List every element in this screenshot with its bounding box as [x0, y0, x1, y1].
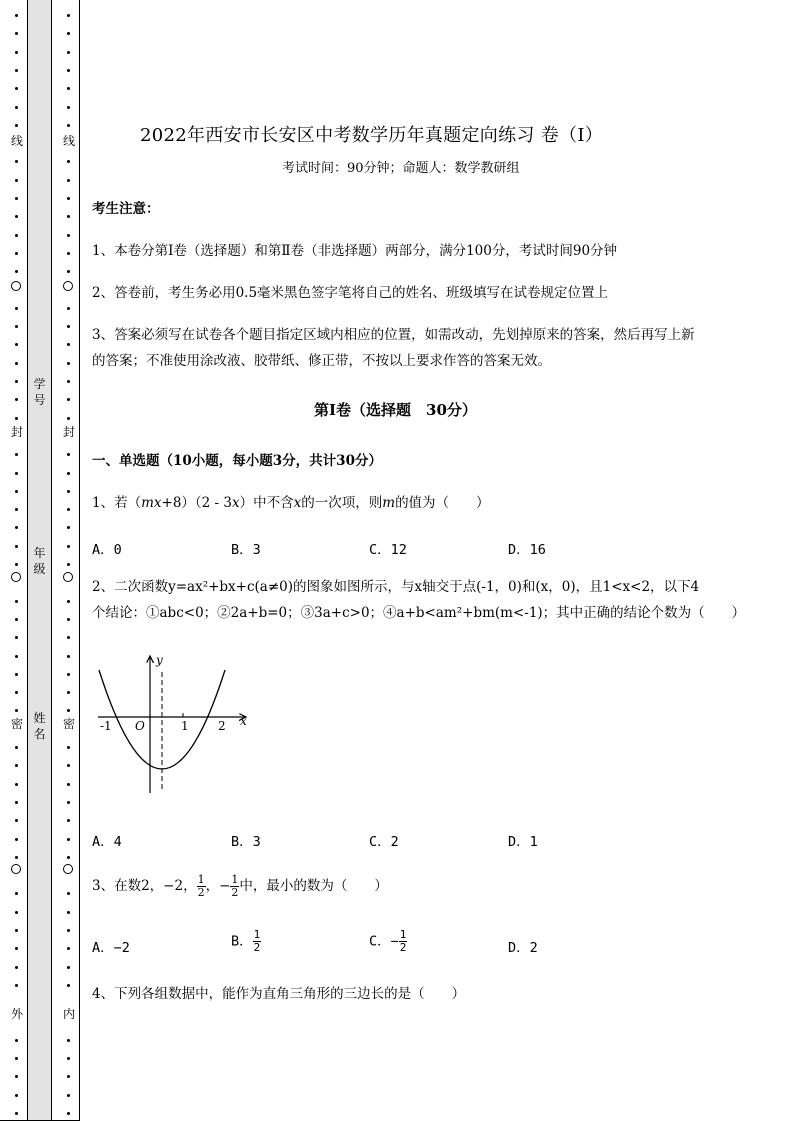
binding-dot	[67, 801, 70, 804]
binding-dot	[15, 490, 18, 493]
notice-heading: 考生注意：	[92, 201, 160, 217]
outer-binding-line	[12, 0, 22, 1123]
binding-dot	[67, 417, 70, 420]
q1-option-c[interactable]: C．12	[369, 542, 407, 558]
binding-dot	[67, 947, 70, 950]
binding-dot	[67, 655, 70, 658]
binding-dot	[67, 362, 70, 365]
binding-dot	[15, 1094, 18, 1097]
binding-dot	[15, 69, 18, 72]
binding-dot	[15, 270, 18, 273]
binding-dot	[67, 490, 70, 493]
binding-dot	[15, 801, 18, 804]
binding-dot	[15, 545, 18, 548]
fraction: $\frac{1}{2}$	[197, 873, 205, 899]
binding-label: 封	[62, 425, 75, 439]
binding-dot	[15, 764, 18, 767]
binding-dot	[67, 197, 70, 200]
q3-option-b[interactable]: B． $\frac{1}{2}$	[231, 928, 261, 954]
q3-option-a[interactable]: A．−2	[92, 940, 130, 956]
binding-dot	[15, 14, 18, 17]
binding-dot	[67, 563, 70, 566]
binding-dot	[67, 838, 70, 841]
binding-dot	[67, 32, 70, 35]
binding-dot	[15, 380, 18, 383]
binding-dot	[15, 362, 18, 365]
binding-dot	[67, 636, 70, 639]
notice-item-1: 1、本卷分第Ⅰ卷（选择题）和第Ⅱ卷（非选择题）两部分，满分100分，考试时间90分钟	[92, 243, 618, 259]
binding-dot	[15, 197, 18, 200]
binding-dot	[67, 398, 70, 401]
binding-dot	[67, 215, 70, 218]
notice-item-3: 3、答案必须写在试卷各个题目指定区域内相应的位置，如需改动，先划掉原来的答案，然后再写上新	[92, 327, 695, 343]
y-axis-label: y	[156, 653, 163, 667]
binding-dot	[15, 691, 18, 694]
binding-dot	[15, 1039, 18, 1042]
q3-option-c[interactable]: C．− $\frac{1}{2}$	[369, 928, 407, 954]
binding-label: 线	[10, 134, 23, 148]
inner-binding-line	[64, 0, 74, 1123]
binding-dot	[15, 307, 18, 310]
binding-dot	[15, 234, 18, 237]
binding-hole-icon	[63, 281, 73, 291]
binding-dot	[15, 325, 18, 328]
binding-label: 外	[10, 1007, 23, 1021]
binding-dot	[67, 343, 70, 346]
notice-item-3-cont: 的答案；不准使用涂改液、胶带纸、修正带，不按以上要求作答的答案无效。	[92, 353, 551, 369]
binding-dot	[67, 106, 70, 109]
notice-item-2: 2、答卷前，考生务必用0.5毫米黑色签字笔将自己的姓名、班级填写在试卷规定位置上	[92, 285, 609, 301]
binding-dot	[15, 618, 18, 621]
binding-dot	[67, 892, 70, 895]
question-4: 4、下列各组数据中，能作为直角三角形的三边长的是（ ）	[92, 986, 466, 1002]
binding-label: 密	[62, 717, 75, 731]
margin-rule	[79, 0, 80, 1121]
binding-dot	[67, 746, 70, 749]
binding-dot	[15, 929, 18, 932]
field-name: 姓名	[33, 711, 46, 741]
binding-dot	[15, 252, 18, 255]
binding-dot	[67, 179, 70, 182]
student-info-bar	[27, 0, 52, 1121]
binding-dot	[67, 307, 70, 310]
q2-option-c[interactable]: C．2	[369, 834, 399, 850]
binding-dot	[67, 234, 70, 237]
binding-dot	[15, 124, 18, 127]
binding-dot	[15, 160, 18, 163]
q2-option-d[interactable]: D．1	[508, 834, 538, 850]
binding-dot	[67, 1075, 70, 1078]
binding-dot	[15, 179, 18, 182]
binding-dot	[67, 1112, 70, 1115]
binding-dot	[15, 838, 18, 841]
binding-dot	[15, 453, 18, 456]
x-axis-label: x	[240, 714, 247, 728]
binding-dot	[67, 51, 70, 54]
binding-dot	[15, 709, 18, 712]
field-grade: 年级	[33, 546, 46, 576]
binding-dot	[15, 636, 18, 639]
binding-hole-icon	[11, 281, 21, 291]
q1-option-d[interactable]: D．16	[508, 542, 546, 558]
binding-dot	[67, 764, 70, 767]
binding-hole-icon	[11, 572, 21, 582]
binding-dot	[67, 87, 70, 90]
binding-dot	[15, 563, 18, 566]
binding-dot	[15, 984, 18, 987]
binding-dot	[67, 966, 70, 969]
binding-label: 封	[10, 425, 23, 439]
binding-dot	[67, 783, 70, 786]
q1-option-b[interactable]: B．3	[231, 542, 261, 558]
binding-dot	[15, 508, 18, 511]
binding-dot	[67, 526, 70, 529]
binding-dot	[67, 856, 70, 859]
binding-label: 内	[62, 1007, 75, 1021]
binding-dot	[67, 618, 70, 621]
binding-dot	[15, 51, 18, 54]
binding-dot	[67, 124, 70, 127]
binding-dot	[15, 472, 18, 475]
binding-dot	[67, 545, 70, 548]
binding-dot	[67, 160, 70, 163]
binding-dot	[67, 1057, 70, 1060]
binding-dot	[67, 380, 70, 383]
page-subtitle: 考试时间：90分钟；命题人：数学教研组	[282, 161, 520, 176]
binding-dot	[15, 1057, 18, 1060]
binding-dot	[15, 856, 18, 859]
binding-dot	[67, 325, 70, 328]
binding-hole-icon	[63, 864, 73, 874]
tick-label-neg1: -1	[100, 719, 112, 733]
binding-dot	[15, 892, 18, 895]
q3-option-d[interactable]: D．2	[508, 940, 538, 956]
binding-dot	[67, 600, 70, 603]
binding-dot	[67, 673, 70, 676]
question-3: 3、在数2，−2， $\frac{1}{2}$ ，− $\frac{1}{2}$ 中，最小的数为（ ）	[92, 873, 388, 899]
binding-dot	[67, 1039, 70, 1042]
binding-dot	[15, 343, 18, 346]
binding-dot	[67, 1094, 70, 1097]
binding-dot	[67, 453, 70, 456]
binding-dot	[67, 252, 70, 255]
binding-dot	[67, 472, 70, 475]
fraction: $\frac{1}{2}$	[231, 873, 239, 899]
question-1: 1、若（mx+8）（2 - 3x）中不含x的一次项，则m的值为（ ）	[92, 495, 490, 511]
question-2-line-1: 2、二次函数y=ax²+bx+c(a≠0)的图象如图所示，与x轴交于点(-1，0)和(x，0)，且1<x<2，以下4	[92, 579, 700, 595]
binding-dot	[15, 32, 18, 35]
origin-label: O	[135, 719, 145, 733]
margin-bottom-rule	[0, 1120, 80, 1121]
q1-option-a[interactable]: A．0	[92, 542, 122, 558]
binding-dot	[15, 819, 18, 822]
binding-dot	[67, 819, 70, 822]
binding-dot	[67, 14, 70, 17]
binding-dot	[15, 106, 18, 109]
section-title: 第Ⅰ卷（选择题 30分）	[314, 401, 477, 419]
binding-dot	[15, 966, 18, 969]
binding-dot	[15, 417, 18, 420]
binding-dot	[15, 398, 18, 401]
binding-dot	[67, 709, 70, 712]
binding-hole-icon	[11, 864, 21, 874]
binding-dot	[67, 911, 70, 914]
parabola-graph	[92, 650, 262, 800]
binding-label: 密	[10, 717, 23, 731]
binding-dot	[15, 673, 18, 676]
binding-label: 线	[62, 134, 75, 148]
q2-option-a[interactable]: A．4	[92, 834, 122, 850]
question-2-line-2: 个结论：①abc<0；②2a+b=0；③3a+c>0；④a+b<am²+bm(m<-1)；其中正确的结论个数为（ ）	[92, 605, 746, 621]
fraction: $\frac{1}{2}$	[399, 928, 407, 954]
binding-dot	[67, 691, 70, 694]
part-title: 一、单选题（10小题，每小题3分，共计30分）	[92, 453, 382, 469]
binding-dot	[67, 984, 70, 987]
tick-label-1: 1	[181, 719, 189, 733]
binding-dot	[67, 929, 70, 932]
binding-dot	[15, 600, 18, 603]
field-student-number: 学号	[33, 377, 46, 407]
tick-label-2: 2	[218, 719, 226, 733]
page-title: 2022年西安市长安区中考数学历年真题定向练习 卷（Ⅰ）	[140, 125, 604, 146]
binding-dot	[15, 655, 18, 658]
q2-option-b[interactable]: B．3	[231, 834, 261, 850]
fraction: $\frac{1}{2}$	[253, 928, 261, 954]
binding-dot	[15, 1112, 18, 1115]
binding-dot	[15, 526, 18, 529]
binding-dot	[15, 1075, 18, 1078]
binding-dot	[15, 215, 18, 218]
binding-dot	[15, 87, 18, 90]
binding-dot	[15, 911, 18, 914]
binding-dot	[67, 69, 70, 72]
binding-dot	[15, 783, 18, 786]
binding-dot	[67, 508, 70, 511]
binding-dot	[15, 947, 18, 950]
binding-dot	[15, 746, 18, 749]
binding-hole-icon	[63, 572, 73, 582]
binding-dot	[67, 270, 70, 273]
